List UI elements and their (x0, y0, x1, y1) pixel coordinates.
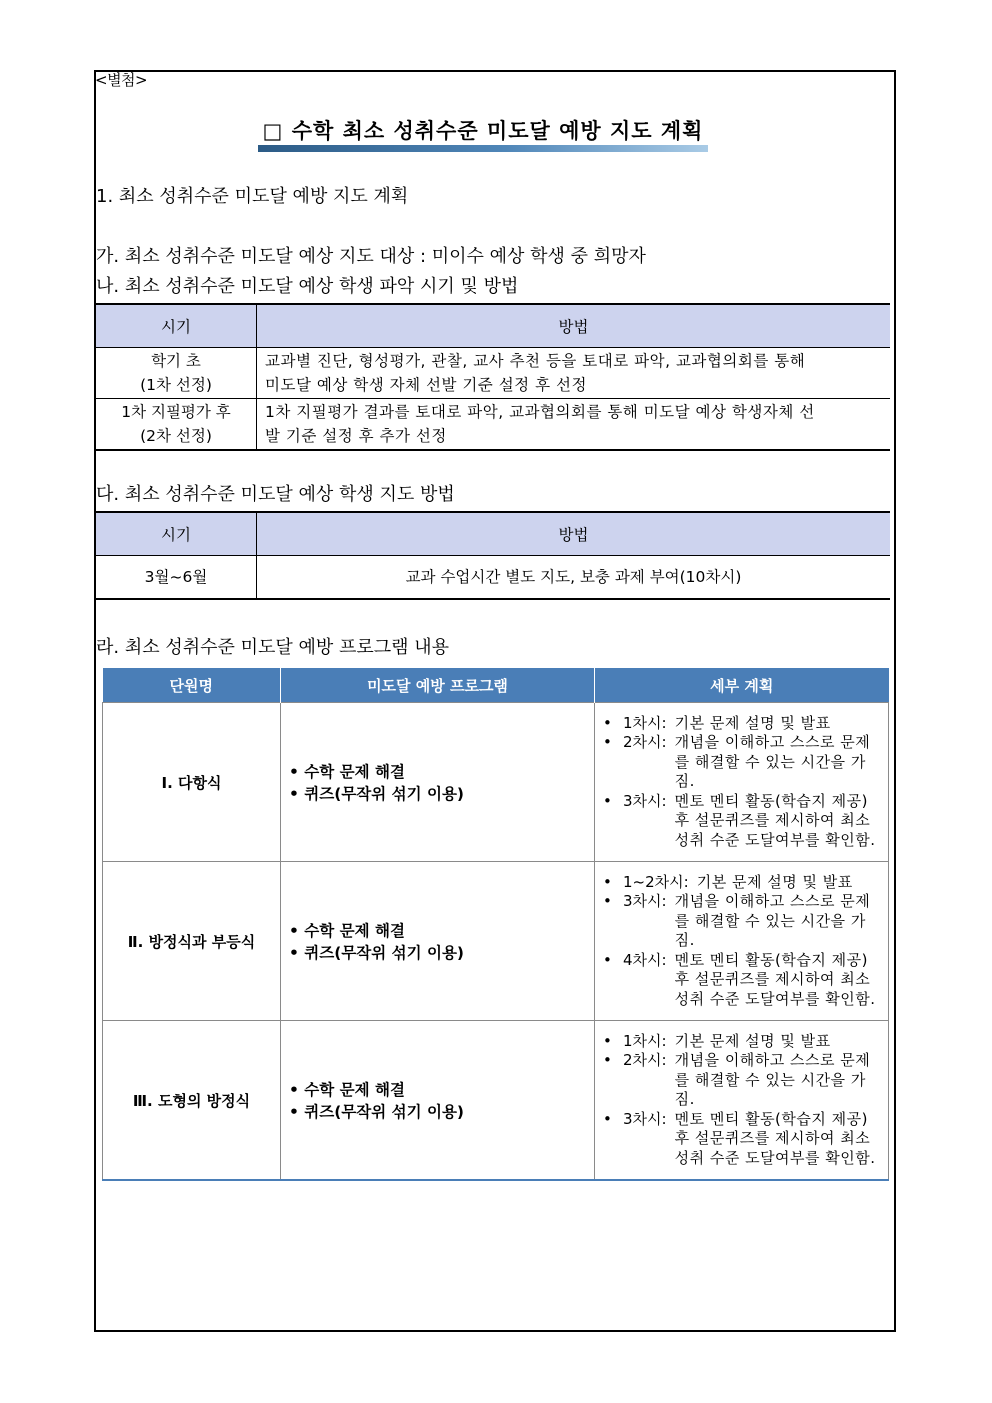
method-cell: 1차 지필평가 결과를 토대로 파악, 교과협의회를 통해 미도달 예상 학생자체 선 발 기준 설정 후 추가 선정 (257, 399, 891, 451)
section-heading: 1. 최소 성취수준 미도달 예방 지도 계획 (96, 186, 409, 207)
time-cell: 1차 지필평가 후 (2차 선정) (96, 399, 257, 451)
method-cell: 교과 수업시간 별도 지도, 보충 과제 부여(10차시) (257, 556, 891, 600)
program-table (102, 668, 889, 1181)
guidance-heading: 다. 최소 성취수준 미도달 예상 학생 지도 방법 (96, 484, 455, 505)
attachment-tag: <별첨> (95, 71, 148, 89)
table-row (96, 399, 890, 451)
program-cell (281, 862, 595, 1021)
plan-item: • 1~2차시: 기본 문제 설명 및 발표 (603, 872, 853, 891)
page-title: □ 수학 최소 성취수준 미도달 예방 지도 계획 (262, 119, 704, 143)
table-header: 방법 (257, 512, 891, 556)
title-underline (258, 145, 708, 152)
program-item: • 수학 문제 해결 (289, 922, 405, 940)
target-line: 가. 최소 성취수준 미도달 예상 지도 대상 : 미이수 예상 학생 중 희망자 (96, 246, 646, 267)
plan-cell (595, 862, 889, 1021)
table-header: 시기 (96, 512, 257, 556)
program-item: • 수학 문제 해결 (289, 1081, 405, 1099)
unit-cell: Ⅲ. 도형의 방정식 (103, 1021, 281, 1181)
plan-item: • 2차시: 개념을 이해하고 스스로 문제를 해결할 수 있는 시간을 가짐. (603, 733, 871, 791)
plan-cell (595, 1021, 889, 1181)
plan-item: • 1차시: 기본 문제 설명 및 발표 (603, 713, 831, 732)
table-row (103, 703, 889, 862)
table-row (103, 862, 889, 1021)
plan-item: • 3차시: 멘토 멘티 활동(학습지 제공) 후 설문퀴즈를 제시하여 최소 성취 수준 도달여부를 확인함. (603, 791, 876, 849)
table-header: 시기 (96, 304, 257, 348)
table-header: 방법 (257, 304, 891, 348)
plan-item: • 1차시: 기본 문제 설명 및 발표 (603, 1031, 831, 1050)
program-item: • 수학 문제 해결 (289, 763, 405, 781)
program-cell (281, 1021, 595, 1181)
plan-item: • 4차시: 멘토 멘티 활동(학습지 제공) 후 설문퀴즈를 제시하여 최소 성취 수준 도달여부를 확인함. (603, 950, 876, 1008)
table-row (96, 348, 890, 399)
program-item: • 퀴즈(무작위 섞기 이용) (289, 944, 465, 962)
unit-cell: Ⅰ. 다항식 (103, 703, 281, 862)
table-header: 미도달 예방 프로그램 (281, 668, 595, 703)
method-cell: 교과별 진단, 형성평가, 관찰, 교사 추천 등을 토대로 파악, 교과협의회를 통해 미도달 예상 학생 자체 선발 기준 설정 후 선정 (257, 348, 891, 399)
program-item: • 퀴즈(무작위 섞기 이용) (289, 785, 465, 803)
program-heading: 라. 최소 성취수준 미도달 예방 프로그램 내용 (96, 637, 450, 658)
program-cell (281, 703, 595, 862)
table-row (96, 556, 890, 600)
program-item: • 퀴즈(무작위 섞기 이용) (289, 1103, 465, 1121)
identify-table (96, 303, 890, 451)
plan-cell (595, 703, 889, 862)
table-header: 세부 계획 (595, 668, 889, 703)
unit-cell: Ⅱ. 방정식과 부등식 (103, 862, 281, 1021)
time-cell: 3월~6월 (96, 556, 257, 600)
table-header: 단원명 (103, 668, 281, 703)
table-row (103, 1021, 889, 1181)
plan-item: • 2차시: 개념을 이해하고 스스로 문제를 해결할 수 있는 시간을 가짐. (603, 1051, 871, 1109)
identify-heading: 나. 최소 성취수준 미도달 예상 학생 파악 시기 및 방법 (96, 276, 519, 297)
plan-item: • 3차시: 개념을 이해하고 스스로 문제를 해결할 수 있는 시간을 가짐. (603, 892, 871, 950)
guidance-table (96, 511, 890, 600)
time-cell: 학기 초 (1차 선정) (96, 348, 257, 399)
plan-item: • 3차시: 멘토 멘티 활동(학습지 제공) 후 설문퀴즈를 제시하여 최소 성취 수준 도달여부를 확인함. (603, 1109, 876, 1167)
